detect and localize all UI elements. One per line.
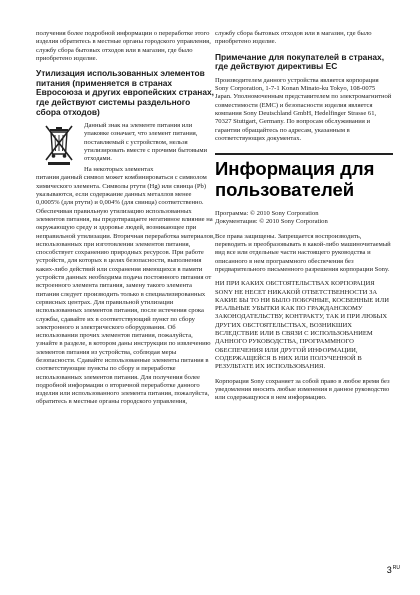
battery-icon-note-tail: На некоторых элементах bbox=[84, 166, 154, 174]
page-number-value: 3 bbox=[386, 565, 392, 575]
documentation-copyright: Документация: © 2010 Sony Corporation bbox=[215, 218, 328, 226]
battery-disposal-heading: Утилизация использованных элементов питания (применяется в странах Евросоюза и других европейских странах, где действуют системы раздельного сбора отходов) bbox=[36, 68, 215, 117]
eu-directive-heading: Примечание для покупателей в странах, где действуют директивы ЕС bbox=[215, 51, 385, 72]
eu-directive-paragraph: Производителем данного устройства является корпорация Sony Corporation, 1-7-1 Konan Minato-ku Tokyo, 108-0075 Japan. Уполномоченным представителем по электромагнитной совместимости (EMC) и безопасности изделия является компания Sony Deutschland GmbH, Hedelfinger Strasse 61, 70327 Stuttgart, Germany. По вопросам обслуживания и гарантии обращайтесь по адресам, указанным в соответствующих документах. bbox=[215, 76, 392, 142]
liability-disclaimer: НИ ПРИ КАКИХ ОБСТОЯТЕЛЬСТВАХ КОРПОРАЦИЯ SONY НЕ НЕСЕТ НИКАКОЙ ОТВЕТСТВЕННОСТИ ЗА КАКИЕ БЫ ТО НИ БЫЛО ПОБОЧНЫЕ, КОСВЕННЫЕ ИЛИ РЕАЛЬНЫЕ УБЫТКИ КАК ПО ГРАЖДАНСКОМУ ЗАКОНОДАТЕЛЬСТВУ, КОНТРАКТУ, ТАК И ПРИ ЛЮБЫХ ДРУГИХ ОБСТОЯТЕЛЬСТВАХ, ВОЗНИКШИХ ВСЛЕДСТВИЕ ИЛИ В СВЯЗИ С ИСПОЛЬЗОВАНИЕМ ДАННОГО РУКОВОДСТВА, ПРОГРАММНОГО ОБЕСПЕЧЕНИЯ ИЛИ ДРУГОЙ ИНФОРМАЦИИ, СОДЕРЖАЩЕЙСЯ В НИХ ИЛИ ПОЛУЧЕННОЙ В РЕЗУЛЬТАТЕ ИХ ИСПОЛЬЗОВАНИЯ. bbox=[215, 280, 389, 371]
user-information-title: Информация для пользователей bbox=[215, 158, 375, 201]
user-information-banner bbox=[215, 153, 393, 200]
program-copyright: Программа: © 2010 Sony Corporation bbox=[215, 210, 319, 218]
language-code: RU bbox=[392, 565, 400, 571]
crossed-out-wheelie-bin-icon bbox=[42, 124, 76, 166]
battery-body-paragraph: питания данный символ может комбинироваться с символом химического элемента. Символы ртути (Hg) или свинца (Pb) указываются, если содержание данных металлов менее 0,0005% (для ртути) и 0,004% (для свинца) соответственно. Обеспечивая правильную утилизацию использованных элементов питания, вы предотвращаете негативное влияние на окружающую среду и здоровье людей, возникающее при неправильной утилизации. Вторичная переработка материалов, использованных при изготовлении элементов питания, способствует сохранению природных ресурсов. При работе устройств, для которых в целях безопасности, выполнения каких-либо действий или сохранения имеющихся в памяти устройств данных необходима подача постоянного питания от встроенного элемента питания, замену такого элемента питания следует производить только в специализированных сервисных центрах. Для правильной утилизации использованных элементов питания, после истечения срока службы, сдавайте их в соответствующий пункт по сбору электронного и электрического оборудования. Об использовании прочих элементов питания, пожалуйста, узнайте в разделе, в котором даны инструкции по извлечению элементов питания из устройства, соблюдая меры безопасности. Сдавайте использованные элементы питания в соответствующие пункты по сбору и переработке использованных элементов питания. Для получения более подробной информации о вторичной переработке данного изделия или использованного элемента питания, пожалуйста, обратитесь в местные органы городского управления, bbox=[36, 174, 215, 406]
page-number bbox=[387, 565, 400, 575]
battery-icon-note: Данный знак на элементе питания или упаковке означает, что элемент питания, поставляемый с устройством, нельзя утилизировать вместе с прочими бытовыми отходами. bbox=[84, 122, 208, 163]
continuation-paragraph: службу сбора бытовых отходов или в магазин, где было приобретено изделие. bbox=[215, 30, 372, 46]
left-column bbox=[36, 30, 216, 413]
battery-icon-block bbox=[36, 122, 216, 166]
closing-paragraph: Корпорация Sony сохраняет за собой право в любое время без уведомления вносить любые изменения в данное руководство или содержащуюся в нем информацию. bbox=[215, 377, 390, 402]
intro-paragraph: получения более подробной информации о переработке этого изделия обратитесь в местные органы городского управления, службу сбора бытовых отходов или в магазин, где было приобретено изделие. bbox=[36, 30, 211, 62]
right-column bbox=[215, 30, 393, 408]
rights-paragraph: Все права защищены. Запрещается воспроизводить, переводить и преобразовывать в какой-либо машиночитаемый вид все или отдельные части настоящего руководства и описанного в нем программного обеспечения без предварительного письменного разрешения корпорации Sony. bbox=[215, 232, 391, 273]
